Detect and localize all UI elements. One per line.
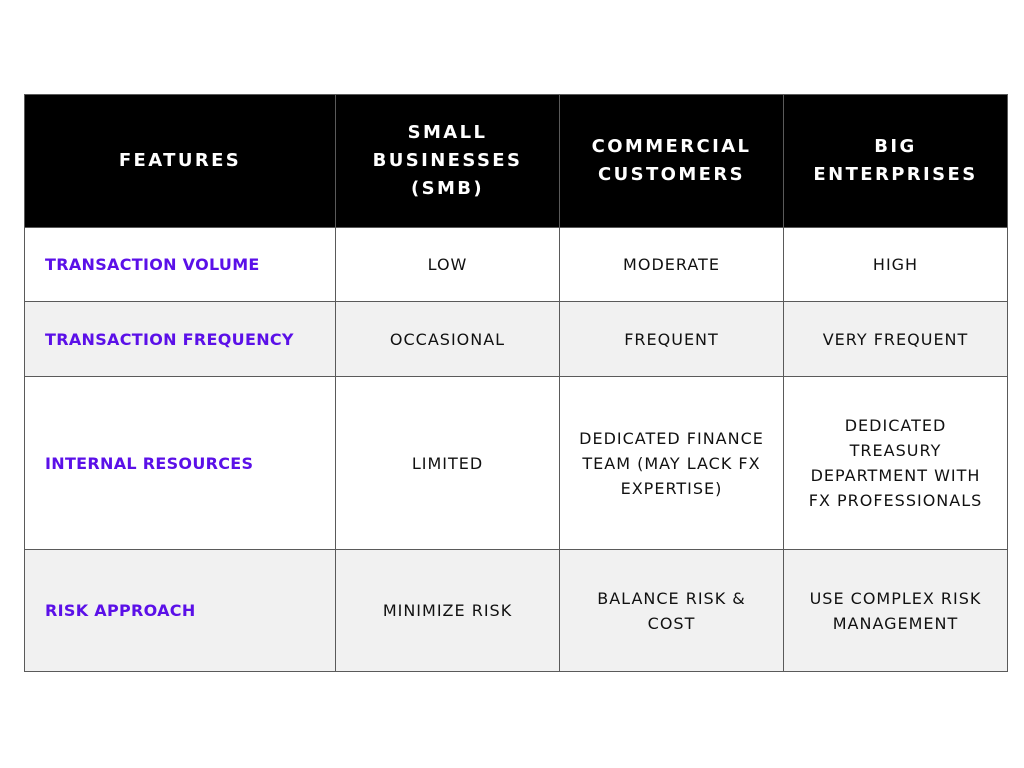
enterprise-value: DEDICATED TREASURY DEPARTMENT WITH FX PROFESSIONALS — [808, 416, 983, 510]
commercial-value: BALANCE RISK & COST — [597, 588, 746, 633]
table-row — [25, 550, 1008, 672]
enterprise-value: VERY FREQUENT — [822, 329, 969, 349]
feature-label: RISK APPROACH — [45, 601, 196, 620]
smb-value: LIMITED — [411, 453, 484, 473]
smb-value: MINIMIZE RISK — [382, 601, 513, 620]
enterprise-cell — [784, 302, 1008, 377]
table-body — [25, 228, 1008, 672]
comparison-table — [24, 94, 1008, 672]
header-features — [25, 95, 336, 228]
header-smb-label: SMALL BUSINESSES (SMB) — [372, 122, 523, 199]
enterprise-cell — [784, 377, 1008, 550]
feature-label: TRANSACTION FREQUENCY — [45, 329, 294, 349]
enterprise-cell — [784, 550, 1008, 672]
feature-label: TRANSACTION VOLUME — [45, 255, 260, 274]
table-row — [25, 228, 1008, 302]
feature-cell — [25, 302, 336, 377]
commercial-value: DEDICATED FINANCE TEAM (MAY LACK FX EXPERTISE) — [579, 428, 764, 498]
header-enterprise — [784, 95, 1008, 228]
table-row — [25, 377, 1008, 550]
commercial-value: FREQUENT — [624, 329, 719, 349]
smb-cell — [336, 550, 560, 672]
commercial-cell — [560, 377, 784, 550]
header-enterprise-label: BIG ENTERPRISES — [813, 136, 978, 185]
commercial-value: MODERATE — [623, 255, 720, 274]
header-commercial — [560, 95, 784, 228]
smb-cell — [336, 302, 560, 377]
smb-value: OCCASIONAL — [389, 329, 506, 349]
feature-label: INTERNAL RESOURCES — [45, 453, 254, 473]
smb-cell — [336, 228, 560, 302]
enterprise-value: USE COMPLEX RISK MANAGEMENT — [809, 588, 982, 633]
header-smb — [336, 95, 560, 228]
feature-cell — [25, 550, 336, 672]
commercial-cell — [560, 228, 784, 302]
table-row — [25, 302, 1008, 377]
smb-cell — [336, 377, 560, 550]
table-header — [25, 95, 1008, 228]
commercial-cell — [560, 550, 784, 672]
header-commercial-label: COMMERCIAL CUSTOMERS — [591, 136, 752, 185]
header-row — [25, 95, 1008, 228]
comparison-table-container — [24, 94, 1007, 672]
enterprise-cell — [784, 228, 1008, 302]
enterprise-value: HIGH — [872, 255, 919, 274]
smb-value: LOW — [427, 255, 468, 274]
feature-cell — [25, 228, 336, 302]
header-features-label: FEATURES — [118, 150, 242, 171]
commercial-cell — [560, 302, 784, 377]
feature-cell — [25, 377, 336, 550]
